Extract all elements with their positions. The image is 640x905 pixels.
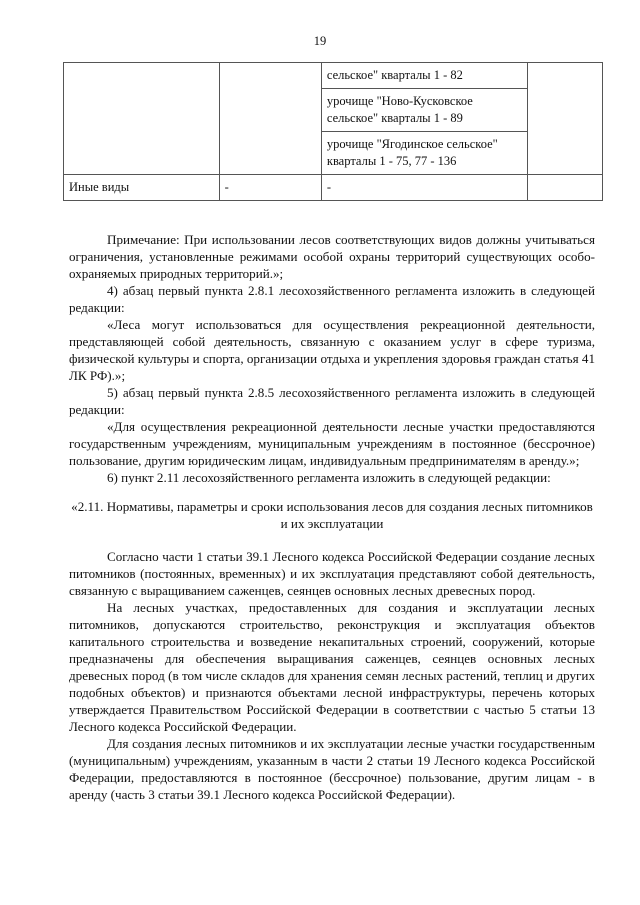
table-row	[64, 63, 603, 175]
page-number: 19	[313, 34, 327, 48]
amendment-paragraph: 5) абзац первый пункта 2.8.5 лесохозяйственного регламента изложить в следующей редакции:	[69, 385, 595, 417]
location-entry: сельское" кварталы 1 - 82	[322, 63, 527, 89]
amendment-paragraph: 6) пункт 2.11 лесохозяйственного регламента изложить в следующей редакции:	[107, 470, 551, 485]
quoted-paragraph: «Леса могут использоваться для осуществления рекреационной деятельности, представляющей собой деятельность, связанную с оказанием услуг в сфере туризма, физической культуры и спорта, организации отдыха и укрепления здоровья граждан статья 41 ЛК РФ).»;	[69, 317, 595, 383]
table-cell	[64, 63, 220, 175]
section-paragraph: Для создания лесных питомников и их эксплуатации лесные участки государственным (муниципальным) учреждениям, указанным в части 2 статьи 19 Лесного кодекса Российской Федерации, предоставляются в постоянное (бессрочное) пользование, другим лицам - в аренду (часть 3 статьи 39.1 Лесного кодекса Российской Федерации).	[69, 736, 595, 802]
section-paragraph: На лесных участках, предоставленных для создания и эксплуатации лесных питомников, допускаются строительство, реконструкция и эксплуатация объектов капитального строительства и возведение некапитальных строений, сооружений, которые предназначены для обеспечения выращивания саженцев, сеянцев основных лесных древесных пород (в том числе складов для хранения семян лесных растений, теплиц и других подобных объектов) и признаются объектами лесной инфраструктуры, перечень которых утверждается Правительством Российской Федерации в соответствии с частью 5 статьи 13 Лесного кодекса Российской Федерации.	[69, 600, 595, 734]
forest-usage-table	[63, 62, 603, 201]
section-heading: «2.11. Нормативы, параметры и сроки использования лесов для создания лесных питомников и их эксплуатации	[71, 499, 593, 531]
note-paragraph: Примечание: При использовании лесов соответствующих видов должны учитываться ограничения, установленные режимами особой охраны территорий существующих особо-охраняемых природных территорий.»;	[69, 232, 595, 281]
section-paragraph: Согласно части 1 статьи 39.1 Лесного кодекса Российской Федерации создание лесных питомников (постоянных, временных) и их эксплуатация представляют собой деятельность, связанную с выращиванием саженцев, сеянцев основных лесных древесных пород.	[69, 549, 595, 598]
table-row	[64, 175, 603, 201]
table-cell: -	[321, 175, 527, 201]
quoted-paragraph: «Для осуществления рекреационной деятельности лесные участки предоставляются государственным учреждениям, муниципальным учреждениям в постоянное (бессрочное) пользование, другим юридическим лицам, индивидуальным предпринимателям в аренду.»;	[69, 419, 595, 468]
table-cell-label: Иные виды	[64, 175, 220, 201]
location-entry: урочище "Ягодинское сельское" кварталы 1 - 75, 77 - 136	[326, 137, 498, 168]
table-cell: -	[219, 175, 321, 201]
amendment-paragraph: 4) абзац первый пункта 2.8.1 лесохозяйственного регламента изложить в следующей редакции:	[69, 283, 595, 315]
location-entry: урочище "Ново-Кусковское сельское" кварталы 1 - 89	[322, 89, 527, 132]
table-cell	[528, 63, 603, 175]
table-cell-locations	[321, 63, 527, 175]
table-cell	[528, 175, 603, 201]
table-cell	[219, 63, 321, 175]
document-body	[69, 231, 595, 803]
